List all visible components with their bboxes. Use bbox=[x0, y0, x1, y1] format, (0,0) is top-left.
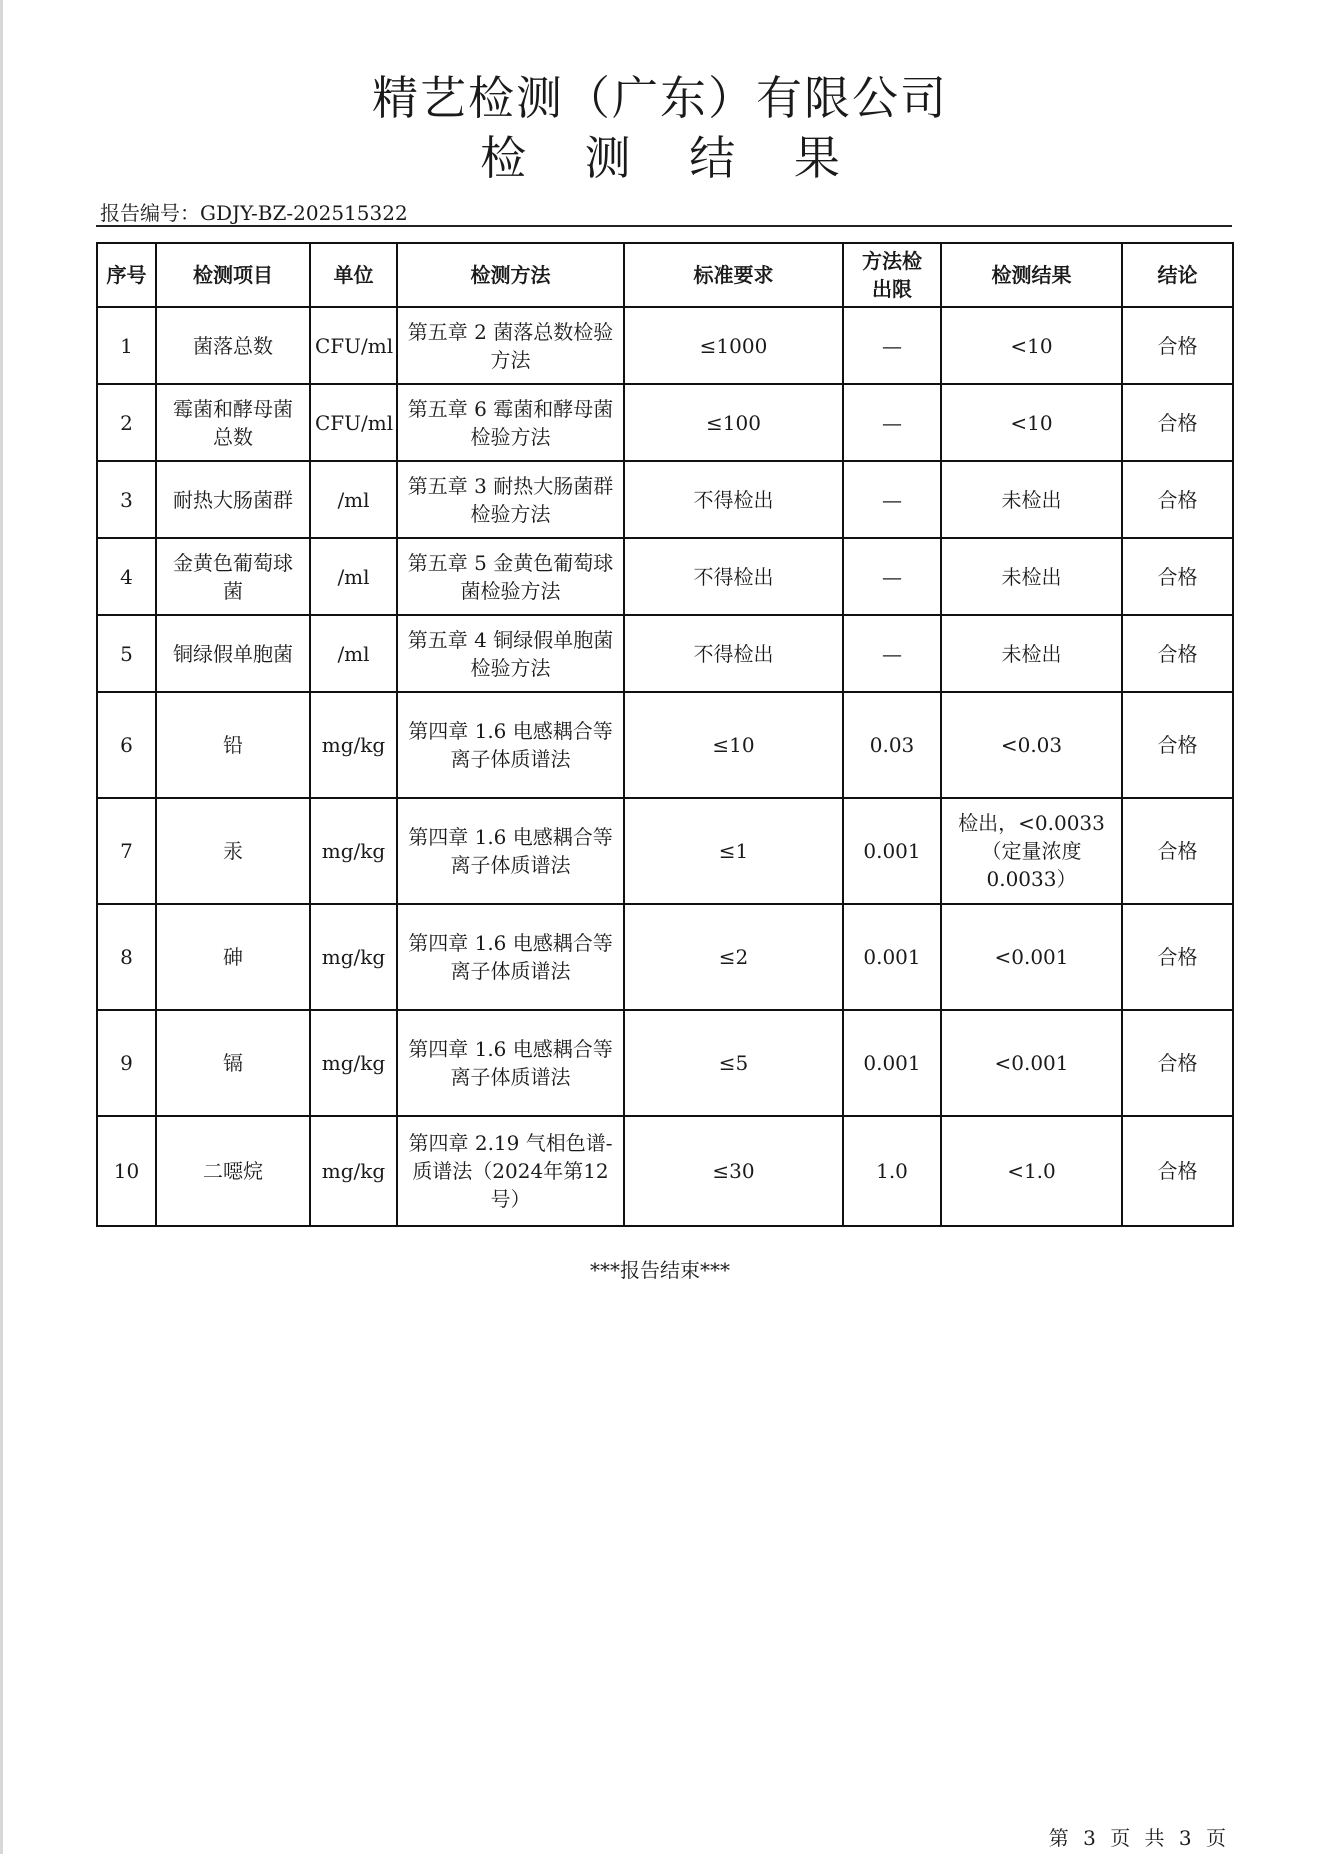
results-table bbox=[96, 242, 1234, 1227]
detection-limit-cell: — bbox=[843, 384, 941, 461]
test-result-cell: 检出，<0.0033（定量浓度0.0033） bbox=[941, 798, 1122, 904]
table-row bbox=[97, 538, 1233, 615]
standard-requirement-cell: ≤30 bbox=[624, 1116, 843, 1226]
conclusion-cell: 合格 bbox=[1122, 461, 1233, 538]
conclusion-cell: 合格 bbox=[1122, 538, 1233, 615]
unit-cell: mg/kg bbox=[310, 1116, 397, 1226]
table-body bbox=[97, 307, 1233, 1226]
conclusion-cell: 合格 bbox=[1122, 384, 1233, 461]
table-row bbox=[97, 615, 1233, 692]
test-result-cell: 未检出 bbox=[941, 461, 1122, 538]
table-row bbox=[97, 1010, 1233, 1116]
row-number-cell: 10 bbox=[97, 1116, 156, 1226]
test-method-cell: 第五章 3 耐热大肠菌群检验方法 bbox=[397, 461, 624, 538]
row-number-cell: 3 bbox=[97, 461, 156, 538]
standard-requirement-cell: 不得检出 bbox=[624, 538, 843, 615]
column-header: 检测方法 bbox=[397, 243, 624, 307]
test-result-cell: 未检出 bbox=[941, 615, 1122, 692]
unit-cell: CFU/ml bbox=[310, 384, 397, 461]
test-method-cell: 第五章 2 菌落总数检验方法 bbox=[397, 307, 624, 384]
conclusion-cell: 合格 bbox=[1122, 798, 1233, 904]
test-result-cell: <0.001 bbox=[941, 1010, 1122, 1116]
test-method-cell: 第五章 6 霉菌和酵母菌检验方法 bbox=[397, 384, 624, 461]
page-edge bbox=[0, 0, 3, 1854]
page-number: 第 3 页 共 3 页 bbox=[1048, 1826, 1230, 1850]
test-result-cell: 未检出 bbox=[941, 538, 1122, 615]
table-row bbox=[97, 904, 1233, 1010]
table-header-row bbox=[97, 243, 1233, 307]
test-result-cell: <0.03 bbox=[941, 692, 1122, 798]
detection-limit-cell: 0.03 bbox=[843, 692, 941, 798]
column-header: 单位 bbox=[310, 243, 397, 307]
column-header: 序号 bbox=[97, 243, 156, 307]
conclusion-cell: 合格 bbox=[1122, 615, 1233, 692]
column-header: 结论 bbox=[1122, 243, 1233, 307]
row-number-cell: 8 bbox=[97, 904, 156, 1010]
row-number-cell: 5 bbox=[97, 615, 156, 692]
report-number-value: GDJY-BZ-202515322 bbox=[200, 201, 408, 225]
test-item-cell: 耐热大肠菌群 bbox=[156, 461, 310, 538]
conclusion-cell: 合格 bbox=[1122, 1010, 1233, 1116]
page-title: 检 测 结 果 bbox=[480, 131, 862, 185]
detection-limit-cell: — bbox=[843, 538, 941, 615]
report-end-mark: ***报告结束*** bbox=[590, 1258, 730, 1282]
unit-cell: mg/kg bbox=[310, 798, 397, 904]
table-row bbox=[97, 307, 1233, 384]
detection-limit-cell: 0.001 bbox=[843, 904, 941, 1010]
detection-limit-cell: 1.0 bbox=[843, 1116, 941, 1226]
column-header: 标准要求 bbox=[624, 243, 843, 307]
test-method-cell: 第四章 1.6 电感耦合等离子体质谱法 bbox=[397, 798, 624, 904]
standard-requirement-cell: ≤10 bbox=[624, 692, 843, 798]
report-number bbox=[100, 197, 408, 226]
conclusion-cell: 合格 bbox=[1122, 692, 1233, 798]
test-result-cell: <10 bbox=[941, 384, 1122, 461]
test-item-cell: 菌落总数 bbox=[156, 307, 310, 384]
unit-cell: /ml bbox=[310, 615, 397, 692]
standard-requirement-cell: 不得检出 bbox=[624, 615, 843, 692]
detection-limit-cell: — bbox=[843, 307, 941, 384]
conclusion-cell: 合格 bbox=[1122, 1116, 1233, 1226]
conclusion-cell: 合格 bbox=[1122, 307, 1233, 384]
test-result-cell: <0.001 bbox=[941, 904, 1122, 1010]
test-item-cell: 金黄色葡萄球菌 bbox=[156, 538, 310, 615]
unit-cell: mg/kg bbox=[310, 692, 397, 798]
row-number-cell: 2 bbox=[97, 384, 156, 461]
row-number-cell: 9 bbox=[97, 1010, 156, 1116]
test-result-cell: <1.0 bbox=[941, 1116, 1122, 1226]
unit-cell: /ml bbox=[310, 538, 397, 615]
standard-requirement-cell: ≤100 bbox=[624, 384, 843, 461]
row-number-cell: 4 bbox=[97, 538, 156, 615]
detection-limit-cell: 0.001 bbox=[843, 1010, 941, 1116]
column-header: 检测结果 bbox=[941, 243, 1122, 307]
unit-cell: mg/kg bbox=[310, 1010, 397, 1116]
test-item-cell: 镉 bbox=[156, 1010, 310, 1116]
standard-requirement-cell: ≤1000 bbox=[624, 307, 843, 384]
table-row bbox=[97, 461, 1233, 538]
test-item-cell: 铜绿假单胞菌 bbox=[156, 615, 310, 692]
detection-limit-cell: — bbox=[843, 615, 941, 692]
header-divider bbox=[96, 225, 1232, 227]
standard-requirement-cell: ≤5 bbox=[624, 1010, 843, 1116]
test-item-cell: 砷 bbox=[156, 904, 310, 1010]
detection-limit-cell: 0.001 bbox=[843, 798, 941, 904]
table-row bbox=[97, 692, 1233, 798]
row-number-cell: 6 bbox=[97, 692, 156, 798]
conclusion-cell: 合格 bbox=[1122, 904, 1233, 1010]
test-item-cell: 汞 bbox=[156, 798, 310, 904]
column-header: 检测项目 bbox=[156, 243, 310, 307]
test-method-cell: 第五章 4 铜绿假单胞菌检验方法 bbox=[397, 615, 624, 692]
unit-cell: mg/kg bbox=[310, 904, 397, 1010]
test-method-cell: 第四章 1.6 电感耦合等离子体质谱法 bbox=[397, 692, 624, 798]
table-row bbox=[97, 1116, 1233, 1226]
test-method-cell: 第四章 2.19 气相色谱-质谱法（2024年第12号） bbox=[397, 1116, 624, 1226]
test-item-cell: 霉菌和酵母菌总数 bbox=[156, 384, 310, 461]
company-name: 精艺检测（广东）有限公司 bbox=[372, 71, 948, 125]
unit-cell: CFU/ml bbox=[310, 307, 397, 384]
test-item-cell: 二噁烷 bbox=[156, 1116, 310, 1226]
row-number-cell: 7 bbox=[97, 798, 156, 904]
test-result-cell: <10 bbox=[941, 307, 1122, 384]
test-method-cell: 第五章 5 金黄色葡萄球菌检验方法 bbox=[397, 538, 624, 615]
test-method-cell: 第四章 1.6 电感耦合等离子体质谱法 bbox=[397, 1010, 624, 1116]
standard-requirement-cell: ≤1 bbox=[624, 798, 843, 904]
table-row bbox=[97, 798, 1233, 904]
row-number-cell: 1 bbox=[97, 307, 156, 384]
standard-requirement-cell: ≤2 bbox=[624, 904, 843, 1010]
table-row bbox=[97, 384, 1233, 461]
test-item-cell: 铅 bbox=[156, 692, 310, 798]
column-header: 方法检出限 bbox=[843, 243, 941, 307]
standard-requirement-cell: 不得检出 bbox=[624, 461, 843, 538]
report-number-label: 报告编号： bbox=[100, 201, 200, 225]
detection-limit-cell: — bbox=[843, 461, 941, 538]
test-method-cell: 第四章 1.6 电感耦合等离子体质谱法 bbox=[397, 904, 624, 1010]
unit-cell: /ml bbox=[310, 461, 397, 538]
